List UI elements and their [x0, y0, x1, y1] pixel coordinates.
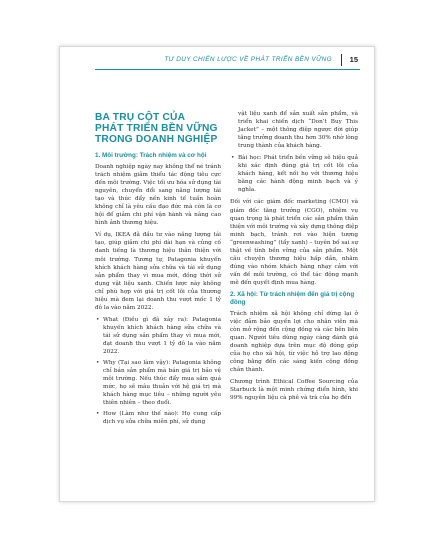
header-title: TƯ DUY CHIẾN LƯỢC VỀ PHÁT TRIỂN BỀN VỮNG [164, 56, 332, 63]
book-page [59, 46, 375, 502]
section-heading-society: 2. Xã hội: Từ trách nhiệm đến giá trị cộng đồng [230, 290, 355, 306]
running-header [60, 47, 376, 75]
chapter-title-line: TRONG DOANH NGHIỆP [95, 134, 218, 145]
chapter-title-line: BA TRỤ CỘT CỦA [95, 112, 186, 123]
header-separator [341, 54, 342, 66]
bullet-item: • Why (Tại sao làm vậy): Patagonia không chỉ bán sản phẩm mà bán giá trị bảo vệ môi trường. Nếu thúc đẩy mua sắm quá mức, họ sẽ mâu thuẫn với hệ giá trị mà khách hàng mục tiêu – những người yêu thiên nhiên – theo đuổi. [95, 359, 221, 407]
bullet-item: • How (Làm như thế nào): Họ cung cấp dịch vụ sửa chữa miễn phí, sử dụng [95, 410, 221, 426]
right-column [230, 110, 358, 407]
paragraph: Trách nhiệm xã hội không chỉ dừng lại ở việc đảm bảo quyền lợi cho nhân viên mà còn mở rộng đến cộng đồng và các bên liên quan. Người tiêu dùng ngày càng đánh giá doanh nghiệp dựa trên mục độ đóng góp của họ cho xã hội, từ việc hỗ trợ lao động công bằng đến các sáng kiến cộng đồng chân thành. [230, 310, 358, 374]
page-number: 15 [349, 55, 358, 64]
bullet-item: • Bài học: Phát triển bền vững sẽ hiệu quả khi xác định đúng giá trị cốt lõi của khách hàng, kết nối họ với thương hiệu bằng các hành động minh bạch và ý nghĩa. [230, 154, 358, 194]
bullet-list [230, 154, 358, 194]
header-rule [95, 69, 360, 70]
paragraph: Doanh nghiệp ngày nay không thể né tránh trách nhiệm giảm thiểu tác động tiêu cực đến môi trường. Việc tối ưu hóa sử dụng tài nguyên, chuyển đổi sang năng lượng tái tạo và thúc đẩy nền kinh tế tuần hoàn không chỉ là yêu cầu đạo đức mà còn là cơ hội để giảm chi phí vận hành và nâng cao hình ảnh thương hiệu. [95, 164, 221, 227]
chapter-title [95, 112, 221, 145]
chapter-title-line: PHÁT TRIỂN BỀN VỮNG [95, 123, 218, 134]
paragraph: Ví dụ, IKEA đã đầu tư vào năng lượng tái tạo, giúp giảm chi phí dài hạn và củng cố danh tiếng là thương hiệu thân thiện với môi trường. Tương tự, Patagonia khuyến khích khách hàng sửa chữa và tái sử dụng sản phẩm thay vì mua mới, đồng thời sử dụng vật liệu xanh. Chiến lược này không chỉ phù hợp với giá trị cốt lõi của thương hiệu mà đem lại doanh thu vượt mốc 1 tỷ đô la vào năm 2022. [95, 232, 221, 311]
section-heading-environment: 1. Môi trường: Trách nhiệm và cơ hội [95, 152, 207, 159]
bullet-item: • What (Điều gì đã xảy ra): Patagonia khuyến khích khách hàng sửa chữa và tái sử dụng sản phẩm thay vì mua mới, đạt doanh thu vượt 1 tỷ đô la vào năm 2022. [95, 316, 221, 356]
paragraph: Chương trình Ethical Coffee Sourcing của Starbuck là một minh chứng điển hình, khi 99% nguyên liệu cà phê và trà của họ đến [230, 379, 358, 402]
paragraph: Đối với các giám đốc marketing (CMO) và giám đốc tăng trưởng (CGO), nhiệm vụ quan trọng là phát triển các sản phẩm thân thiện với môi trường và xây dựng thông điệp minh bạch, tránh rơi vào hiện tượng “greenwashing” (tẩy xanh) – tuyên bố sai sự thật về tính bền vững của sản phẩm. Một câu chuyện thương hiệu hấp dẫn, nhằm đúng vào nhóm khách hàng nhạy cảm với vấn đề môi trường, có thể tác động mạnh mẽ đến quyết định mua hàng. [230, 199, 358, 286]
bullet-list [95, 316, 221, 427]
left-column [95, 112, 221, 430]
bullet-continuation: vật liệu xanh để sản xuất sản phẩm, và triển khai chiến dịch “Don’t Buy This Jacket” – một thông điệp ngược đời giúp tăng trưởng doanh thu hơn 30% nhờ lòng trung thành của khách hàng. [238, 111, 358, 150]
